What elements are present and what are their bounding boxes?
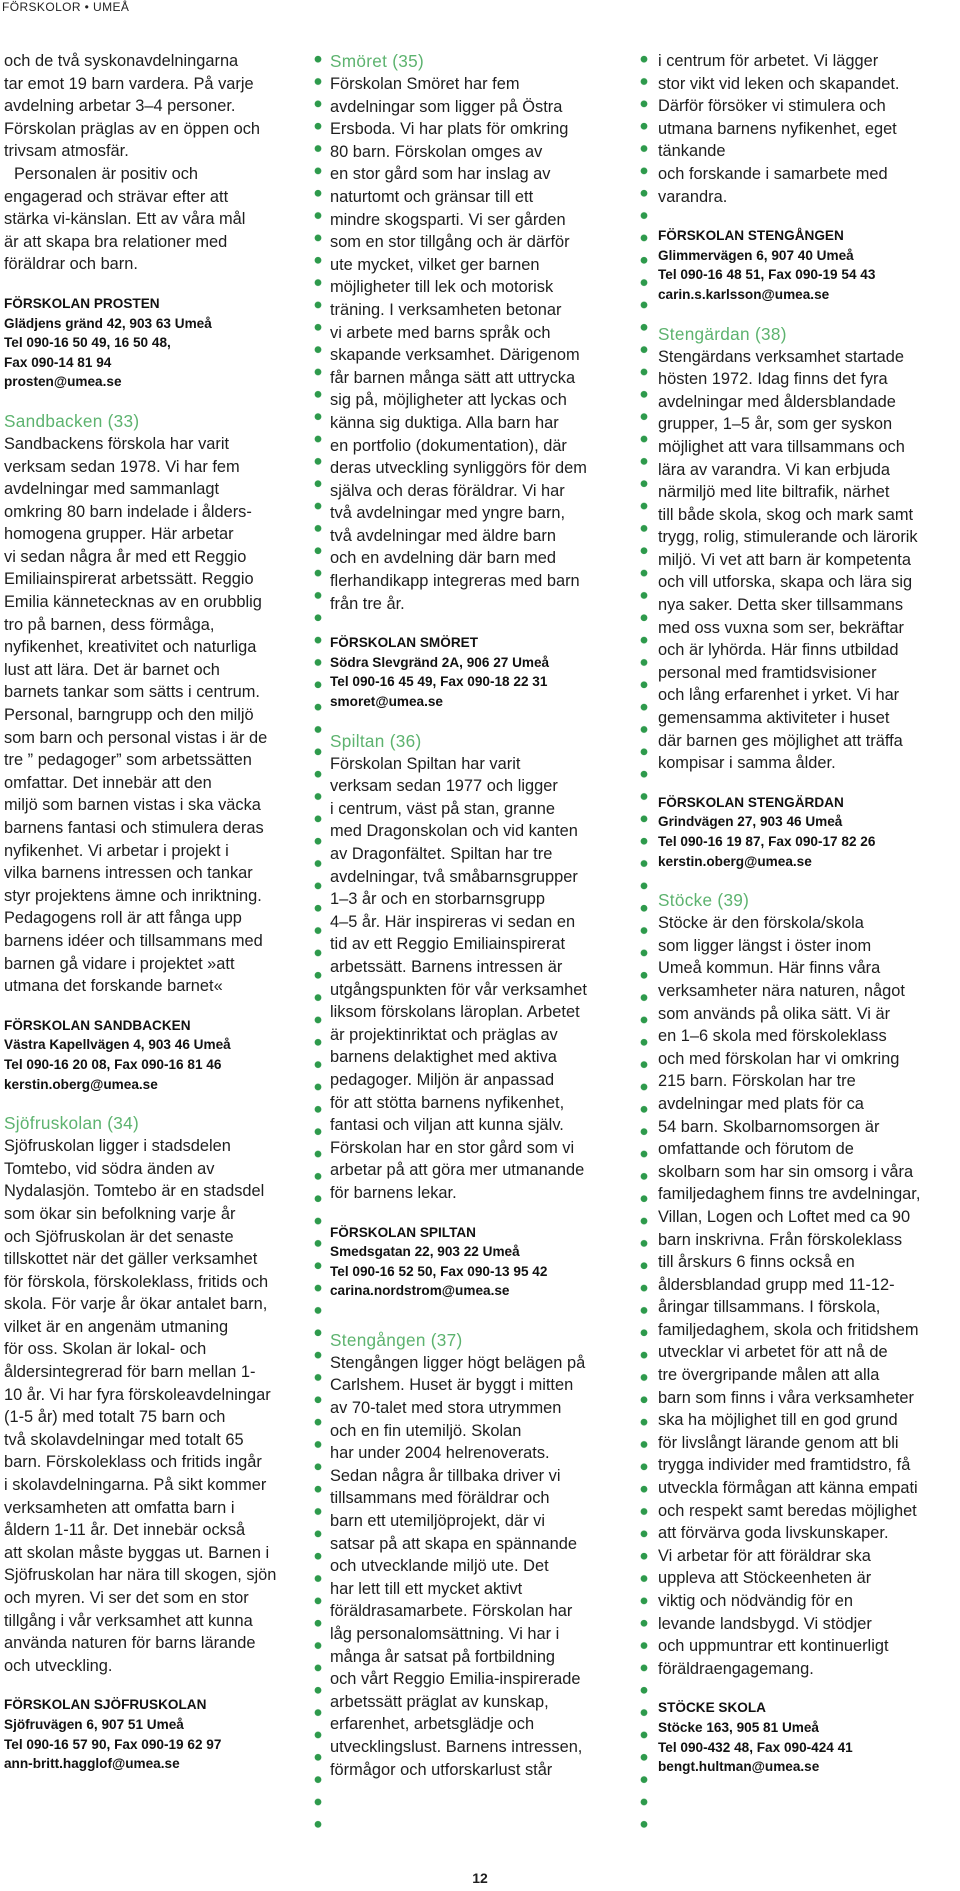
text-line: många år satsat på fortbildning <box>330 1647 556 1666</box>
text-line: trivsam atmosfär. <box>4 142 129 161</box>
text-line: tre övergripande målen att alla <box>658 1366 880 1385</box>
text-line: naturtomt och gränsar till ett <box>330 187 534 206</box>
contact-name: FÖRSKOLAN STENGÄRDAN <box>658 794 844 810</box>
text-line: Förskolan Spiltan har varit <box>330 754 521 773</box>
text-line: barnen gå vidare i projektet »att <box>4 954 235 973</box>
text-line: förmågor och utforskarlust står <box>330 1760 553 1779</box>
text-line: ska ha möjlighet till en god grund <box>658 1411 898 1430</box>
contact-email[interactable]: kerstin.oberg@umea.se <box>658 853 812 869</box>
text-line: avdelning arbetar 3–4 personer. <box>4 97 236 116</box>
text-line: till årskurs 6 finns också en <box>658 1253 855 1272</box>
text-line: av 70-talet med stora utrymmen <box>330 1399 562 1418</box>
section-body-stengangen-cont <box>658 50 956 208</box>
contact-address: Grindvägen 27, 903 46 Umeå <box>658 814 843 830</box>
text-line: Sedan några år tillbaka driver vi <box>330 1466 561 1485</box>
contact-stengangen <box>658 226 956 304</box>
text-line: miljö som barnen vistas i ska väcka <box>4 796 261 815</box>
text-line: för barnens lekar. <box>330 1183 457 1202</box>
text-line: engagerad och strävar efter att <box>4 187 229 206</box>
section-title-stengangen: Stengången (37) <box>330 1329 463 1350</box>
text-line: och respekt samt beredas möjlighet <box>658 1501 917 1520</box>
contact-prosten <box>4 294 300 392</box>
text-line: tid av ett Reggio Emiliainspirerat <box>330 935 566 954</box>
text-line: ute mycket, vilket ger barnen <box>330 255 540 274</box>
text-line: 80 barn. Förskolan omges av <box>330 142 543 161</box>
text-line: och är lyhörda. Här finns utbildad <box>658 641 899 660</box>
intro-paragraph-2 <box>4 163 300 276</box>
text-line: hösten 1972. Idag finns det fyra <box>658 370 888 389</box>
contact-name: FÖRSKOLAN SMÖRET <box>330 635 479 651</box>
running-header: FÖRSKOLOR • UMEÅ <box>2 0 130 14</box>
intro-paragraph <box>4 50 300 163</box>
text-line: åldersintegrerad för barn mellan 1- <box>4 1363 256 1382</box>
contact-phone: Tel 090-16 45 49, Fax 090-18 22 31 <box>330 674 548 690</box>
text-line: barn. Förskoleklass och fritids ingår <box>4 1453 262 1472</box>
column-3 <box>658 50 956 1777</box>
text-line: Emilia kännetecknas av en orubblig <box>4 593 262 612</box>
text-line: liksom förskolans läroplan. Arbetet <box>330 1003 580 1022</box>
contact-sandbacken <box>4 1016 300 1094</box>
text-line: personal med framtidsvisioner <box>658 663 877 682</box>
text-line: två avdelningar med äldre barn <box>330 526 556 545</box>
text-line: Pedagogens roll är att fånga upp <box>4 909 242 928</box>
section-body-smoret <box>330 73 632 615</box>
text-line: Förskolan Smöret har fem <box>330 75 520 93</box>
contact-name: FÖRSKOLAN PROSTEN <box>4 295 160 311</box>
text-line: avdelningar med sammanlagt <box>4 480 220 499</box>
text-line: träning. I verksamheten betonar <box>330 300 562 319</box>
text-line: i centrum för arbetet. Vi lägger <box>658 52 879 70</box>
section-body-spiltan <box>330 753 632 1205</box>
text-line: utvecklar vi arbetet för att nå de <box>658 1343 888 1362</box>
text-line: avdelningar, två småbarnsgrupper <box>330 867 578 886</box>
text-line: Carlshem. Huset är byggt i mitten <box>330 1376 574 1395</box>
section-title-smoret: Smöret (35) <box>330 51 425 71</box>
text-line: Nydalasjön. Tomtebo är en stadsdel <box>4 1182 265 1201</box>
text-line: och med förskolan har vi omkring <box>658 1049 900 1068</box>
section-body-sjofruskolan <box>4 1135 300 1677</box>
text-line: föräldrasamarbete. Förskolan har <box>330 1602 573 1621</box>
contact-email[interactable]: bengt.hultman@umea.se <box>658 1759 820 1775</box>
text-line: gemensamma aktiviteter i huset <box>658 709 890 728</box>
text-line: verksamheten att omfatta barn i <box>4 1498 235 1517</box>
contact-phone: Tel 090-16 52 50, Fax 090-13 95 42 <box>330 1263 548 1279</box>
text-line: åringar tillsammans. I förskola, <box>658 1298 881 1317</box>
contact-spiltan <box>330 1223 632 1301</box>
text-line: och vårt Reggio Emilia-inspirerade <box>330 1670 581 1689</box>
text-line: närmiljö med lite biltrafik, närhet <box>658 483 890 502</box>
text-line: använda naturen för barns lärande <box>4 1634 256 1653</box>
contact-address: Sjöfruvägen 6, 907 51 Umeå <box>4 1716 184 1732</box>
text-line: möjligheter till lek och motorisk <box>330 278 554 297</box>
text-line: möjlighet att vara tillsammans och <box>658 437 905 456</box>
text-line: och forskande i samarbete med <box>658 164 888 183</box>
text-line: och vill utforska, skapa och lära sig <box>658 573 913 592</box>
text-line: som ökar sin befolkning varje år <box>4 1204 236 1223</box>
text-line: för att stötta barnens nyfikenhet, <box>330 1093 565 1112</box>
text-line: Sjöfruskolan ligger i stadsdelen <box>4 1137 231 1156</box>
page-number: 12 <box>472 1870 488 1886</box>
contact-name: STÖCKE SKOLA <box>658 1700 766 1716</box>
text-line: 4–5 år. Här inspireras vi sedan en <box>330 912 576 931</box>
contact-phone: Tel 090-16 57 90, Fax 090-19 62 97 <box>4 1736 222 1752</box>
text-line: föräldrar och barn. <box>4 255 138 274</box>
text-line: och de två syskonavdelningarna <box>4 52 239 70</box>
text-line: får barnen många sätt att uttrycka <box>330 368 576 387</box>
section-title-stengardan: Stengärdan (38) <box>658 323 787 344</box>
text-line: och myren. Vi ser det som en stor <box>4 1589 249 1607</box>
section-body-stengangen <box>330 1352 632 1781</box>
section-title-spiltan: Spiltan (36) <box>330 730 422 751</box>
contact-email[interactable]: smoret@umea.se <box>330 694 443 710</box>
column-1 <box>4 50 300 1774</box>
text-line: Därför försöker vi stimulera och <box>658 97 886 116</box>
text-line: verksam sedan 1977 och ligger <box>330 777 558 796</box>
text-line: fantasi och viljan att kunna själv. <box>330 1116 564 1135</box>
text-line: och en avdelning där barn med <box>330 549 556 568</box>
text-line: kompisar i samma ålder. <box>658 754 836 773</box>
text-line: barn ett utemiljöprojekt, där vi <box>330 1512 545 1531</box>
text-line: omfattar. Det innebär att den <box>4 773 212 792</box>
text-line: som används på olika sätt. Vi är <box>658 1004 891 1023</box>
contact-stocke <box>658 1698 956 1776</box>
text-line: en stor gård som har inslag av <box>330 165 551 184</box>
text-line: skolbarn som har sin omsorg i våra <box>658 1162 914 1181</box>
text-line: flerhandikapp integreras med barn <box>330 572 580 591</box>
text-line: homogena grupper. Här arbetar <box>4 525 234 544</box>
text-line: barnens fantasi och stimulera deras <box>4 819 264 837</box>
text-line: 215 barn. Förskolan har tre <box>658 1072 856 1091</box>
text-line: verksamheter nära naturen, något <box>658 981 905 1000</box>
text-line: tillgång i vår verksamhet att kunna <box>4 1611 253 1630</box>
text-line: Tomtebo, vid södra änden av <box>4 1159 215 1178</box>
contact-email[interactable]: ann-britt.hagglof@umea.se <box>4 1756 180 1772</box>
text-line: stärka vi-känslan. Ett av våra mål <box>4 210 246 229</box>
text-line: som barn och personal vistas i är de <box>4 728 268 747</box>
text-line: från tre år. <box>330 594 405 613</box>
text-line: Sjöfruskolan har nära till skogen, sjön <box>4 1566 277 1585</box>
contact-name: FÖRSKOLAN STENGÅNGEN <box>658 228 844 244</box>
text-line: vilket är en angenäm utmaning <box>4 1317 229 1336</box>
text-line: Förskolan har en stor gård som vi <box>330 1138 575 1157</box>
text-line: vi sedan några år med ett Reggio <box>4 547 247 566</box>
section-body-stengardan <box>658 346 956 775</box>
text-line: en 1–6 skola med förskoleklass <box>658 1027 887 1046</box>
text-line: med oss vuxna som ser, bekräftar <box>658 618 904 637</box>
text-line: arbetssätt. Barnens intressen är <box>330 957 563 976</box>
text-line: är att skapa bra relationer med <box>4 232 228 251</box>
text-line: utmana det forskande barnet« <box>4 977 223 996</box>
text-line: och lång erfarenhet i yrket. Vi har <box>658 686 900 705</box>
section-title-sandbacken: Sandbacken (33) <box>4 410 140 431</box>
text-line: avdelningar med åldersblandade <box>658 392 896 411</box>
text-line: Personal, barngrupp och den miljö <box>4 706 254 725</box>
contact-name: FÖRSKOLAN SPILTAN <box>330 1224 476 1240</box>
text-line: Förskolan präglas av en öppen och <box>4 119 261 138</box>
text-line: barnets tankar som sätts i centrum. <box>4 683 260 702</box>
text-line: arbetar på att göra mer utmanande <box>330 1161 585 1180</box>
contact-address: Stöcke 163, 905 81 Umeå <box>658 1719 819 1735</box>
text-line: är projektinriktat och präglas av <box>330 1025 558 1044</box>
text-line: två skolavdelningar med totalt 65 <box>4 1430 244 1449</box>
text-line: tillsammans med föräldrar och <box>330 1489 550 1508</box>
contact-name: FÖRSKOLAN SANDBACKEN <box>4 1017 191 1033</box>
text-line: Stöcke är den förskola/skola <box>658 914 864 933</box>
text-line: tar emot 19 barn vardera. På varje <box>4 74 254 93</box>
text-line: själva och deras föräldrar. Vi har <box>330 481 565 500</box>
text-line: verksam sedan 1978. Vi har fem <box>4 457 240 476</box>
text-line: Umeå kommun. Här finns våra <box>658 959 881 978</box>
contact-fax: Fax 090-14 81 94 <box>4 354 112 370</box>
text-line: som ligger längst i öster inom <box>658 936 872 955</box>
text-line: Stengärdans verksamhet startade <box>658 347 904 366</box>
text-line: en portfolio (dokumentation), där <box>330 436 567 455</box>
section-title-sjofruskolan: Sjöfruskolan (34) <box>4 1113 140 1134</box>
text-line: viktig och nödvändig för en <box>658 1592 853 1610</box>
text-line: familjedaghem, skola och fritidshem <box>658 1320 919 1339</box>
text-line: nya saker. Detta sker tillsammans <box>658 596 904 615</box>
text-line: Sandbackens förskola har varit <box>4 434 230 453</box>
text-line: pedagoger. Miljön är anpassad <box>330 1070 555 1089</box>
column-2 <box>330 50 632 1781</box>
text-line: och en fin utemiljö. Skolan <box>330 1421 522 1440</box>
contact-email[interactable]: prosten@umea.se <box>4 374 122 390</box>
text-line: och utvecklande miljö ute. Det <box>330 1557 549 1576</box>
text-line: för förskola, förskoleklass, fritids och <box>4 1272 269 1291</box>
text-line: barn inskrivna. Från förskoleklass <box>658 1230 903 1249</box>
dotted-column-divider <box>314 48 322 1836</box>
text-line: nyfikenhet. Vi arbetar i projekt i <box>4 841 229 860</box>
text-line: vilka barnens intressen och tankar <box>4 864 253 883</box>
text-line: lust att lära. Det är barnet och <box>4 660 220 679</box>
contact-address: Smedsgatan 22, 903 22 Umeå <box>330 1244 520 1260</box>
text-line: Ersboda. Vi har plats för omkring <box>330 120 569 139</box>
text-line: Stengången ligger högt belägen på <box>330 1353 586 1372</box>
text-line: för livslångt lärande genom att bli <box>658 1433 899 1452</box>
contact-stengardan <box>658 793 956 871</box>
text-line: barnens delaktighet med aktiva <box>330 1048 557 1067</box>
text-line: arbetssätt präglat av kunskap, <box>330 1692 549 1711</box>
text-line: att skolan måste byggas ut. Barnen i <box>4 1543 270 1562</box>
text-line: familjedaghem finns tre avdelningar, <box>658 1185 921 1204</box>
text-line: satsar på att skapa en spännande <box>330 1534 577 1553</box>
text-line: uppleva att Stöckeenheten är <box>658 1569 872 1588</box>
text-line: omfattande och förutom de <box>658 1140 854 1159</box>
text-line: utveckla förmågan att känna empati <box>658 1479 918 1498</box>
text-line: Vi arbetar för att föräldrar ska <box>658 1546 871 1565</box>
contact-phone: Tel 090-16 19 87, Fax 090-17 82 26 <box>658 834 876 849</box>
text-line: Villan, Logen och Loftet med ca 90 <box>658 1207 911 1226</box>
contact-sjofruskolan <box>4 1695 300 1773</box>
text-line: barnens idéer och tillsammans med <box>4 931 263 950</box>
text-line: skapande verksamhet. Därigenom <box>330 346 580 365</box>
text-line: av Dragonfältet. Spiltan har tre <box>330 845 553 863</box>
text-line: levande landsbygd. Vi stödjer <box>658 1614 872 1633</box>
text-line: varandra. <box>658 187 728 206</box>
text-line: skola. För varje år ökar antalet barn, <box>4 1295 268 1314</box>
text-line: i skolavdelningarna. På sikt kommer <box>4 1476 267 1495</box>
text-line: avdelningar med plats för ca <box>658 1094 864 1113</box>
contact-email[interactable]: carin.s.karlsson@umea.se <box>658 286 830 302</box>
contact-name: FÖRSKOLAN SJÖFRUSKOLAN <box>4 1697 207 1713</box>
text-line: till både skola, skog och mark samt <box>658 505 914 524</box>
text-line: stor vikt vid leken och skapandet. <box>658 74 900 93</box>
text-line: och Sjöfruskolan är det senaste <box>4 1227 234 1246</box>
contact-smoret <box>330 633 632 711</box>
text-line: vi arbete med barns språk och <box>330 323 551 342</box>
text-line: tre ” pedagoger” som arbetssätten <box>4 751 252 770</box>
text-line: nyfikenhet, kreativitet och naturliga <box>4 638 257 657</box>
text-line: har lett till ett mycket aktivt <box>330 1579 523 1598</box>
text-line: att förvärva goda livskunskaper. <box>658 1524 889 1543</box>
text-line: åldersblandad grupp med 11-12- <box>658 1275 895 1294</box>
text-line: deras utveckling synliggörs för dem <box>330 459 587 478</box>
text-line: utmana barnens nyfikenhet, eget tänkande <box>658 119 897 161</box>
text-line: tillskottet när det gäller verksamhet <box>4 1250 258 1269</box>
text-line: trygga individer med framtidstro, få <box>658 1456 911 1475</box>
text-line: erfarenhet, arbetsglädje och <box>330 1715 535 1734</box>
text-line: trygg, rolig, stimulerande och lärorik <box>658 528 918 547</box>
text-line: åldern 1-11 år. Det innebär också <box>4 1521 246 1540</box>
text-line: föräldraengagemang. <box>658 1659 814 1678</box>
text-line: i centrum, väst på stan, granne <box>330 799 556 818</box>
dotted-column-divider <box>640 48 648 1836</box>
text-line: styr projektens ämne och inriktning. <box>4 886 262 905</box>
text-line: har under 2004 helrenoverats. <box>330 1444 550 1463</box>
text-line: 1–3 år och en storbarnsgrupp <box>330 890 546 909</box>
contact-address: Glädjens gränd 42, 903 63 Umeå <box>4 315 212 331</box>
text-line: Personalen är positiv och <box>14 164 199 183</box>
text-line: två avdelningar med yngre barn, <box>330 504 566 523</box>
text-line: utvecklingslust. Barnens intressen, <box>330 1737 583 1756</box>
text-line: och uppmuntrar ett kontinuerligt <box>658 1637 889 1656</box>
section-title-stocke: Stöcke (39) <box>658 890 750 911</box>
contact-email[interactable]: kerstin.oberg@umea.se <box>4 1076 158 1092</box>
contact-address: Glimmervägen 6, 907 40 Umeå <box>658 247 854 263</box>
contact-phone: Tel 090-432 48, Fax 090-424 41 <box>658 1739 853 1755</box>
text-line: omkring 80 barn indelade i ålders- <box>4 502 252 521</box>
contact-address: Södra Slevgränd 2A, 906 27 Umeå <box>330 654 550 670</box>
text-line: lära av varandra. Vi kan erbjuda <box>658 460 891 479</box>
text-line: med Dragonskolan och vid kanten <box>330 822 578 841</box>
text-line: avdelningar som ligger på Östra <box>330 97 563 116</box>
text-line: 54 barn. Skolbarnomsorgen är <box>658 1117 880 1136</box>
text-line: och utveckling. <box>4 1656 113 1675</box>
text-line: där barnen ges möjlighet att träffa <box>658 731 903 750</box>
section-body-sandbacken <box>4 433 300 998</box>
text-line: Emiliainspirerat arbetssätt. Reggio <box>4 570 254 589</box>
text-line: grupper, 1–5 år, som ger syskon <box>658 415 893 434</box>
text-line: (1-5 år) med totalt 75 barn och <box>4 1408 226 1427</box>
section-body-stocke <box>658 912 956 1680</box>
contact-email[interactable]: carina.nordstrom@umea.se <box>330 1283 510 1299</box>
text-line: sig på, möjligheter att lyckas och <box>330 391 567 410</box>
contact-address: Västra Kapellvägen 4, 903 46 Umeå <box>4 1037 231 1053</box>
text-line: känna sig duktiga. Alla barn har <box>330 413 559 432</box>
contact-phone: Tel 090-16 48 51, Fax 090-19 54 43 <box>658 267 876 283</box>
text-line: tro på barnen, dess förmåga, <box>4 615 215 634</box>
text-line: miljö. Vi vet att barn är kompetenta <box>658 550 911 569</box>
text-line: 10 år. Vi har fyra förskoleavdelningar <box>4 1385 271 1404</box>
text-line: utgångspunkten för vår verksamhet <box>330 980 587 999</box>
text-line: för oss. Skolan är lokal- och <box>4 1340 207 1359</box>
contact-phone: Tel 090-16 50 49, 16 50 48, <box>4 335 171 351</box>
text-line: barn som finns i våra verksamheter <box>658 1388 914 1407</box>
text-line: som en stor tillgång och är därför <box>330 233 570 252</box>
contact-phone: Tel 090-16 20 08, Fax 090-16 81 46 <box>4 1056 222 1072</box>
text-line: mindre skogsparti. Vi ser gården <box>330 210 566 229</box>
text-line: låg personalomsättning. Vi har i <box>330 1625 560 1643</box>
